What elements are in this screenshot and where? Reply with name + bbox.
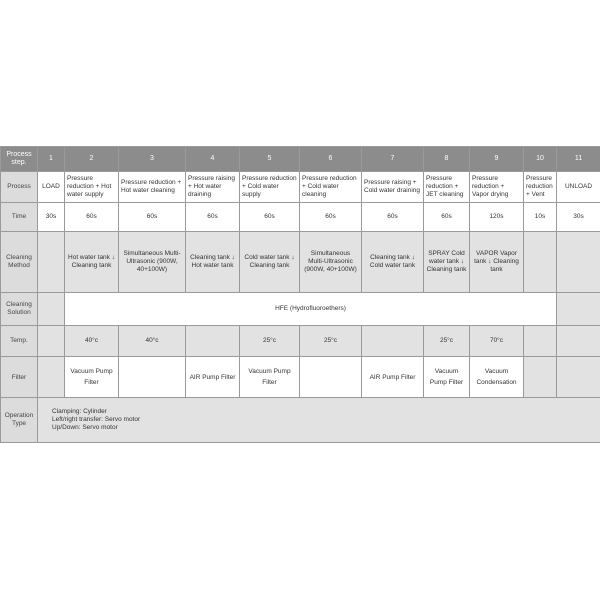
temp-cell xyxy=(524,326,557,357)
process-cell: Pressure reduction + Hot water supply xyxy=(65,172,119,203)
step-cell: 7 xyxy=(362,147,424,172)
step-cell: 1 xyxy=(38,147,65,172)
method-cell xyxy=(557,232,600,293)
filter-cell xyxy=(119,357,186,398)
solution-value: HFE (Hydrofluoroethers) xyxy=(65,293,557,326)
method-cell: Cleaning tank ↓ Cold water tank xyxy=(362,232,424,293)
filter-cell: Vacuum Pump Filter xyxy=(65,357,119,398)
solution-blank xyxy=(38,293,65,326)
process-cell: Pressure reduction + Hot water cleaning xyxy=(119,172,186,203)
step-cell: 11 xyxy=(557,147,600,172)
time-cell: 60s xyxy=(362,203,424,232)
temp-cell: 40°c xyxy=(119,326,186,357)
filter-cell xyxy=(38,357,65,398)
method-cell xyxy=(38,232,65,293)
label-cleaning-solution: Cleaning Solution xyxy=(1,293,38,326)
temp-cell xyxy=(557,326,600,357)
time-cell: 60s xyxy=(240,203,300,232)
time-cell: 60s xyxy=(119,203,186,232)
temp-cell xyxy=(362,326,424,357)
filter-cell: AIR Pump Filter xyxy=(362,357,424,398)
time-cell: 30s xyxy=(38,203,65,232)
method-cell: Simultaneous Multi-Ultrasonic (900W, 40+100W) xyxy=(119,232,186,293)
method-cell: VAPOR Vapor tank ↓ Cleaning tank xyxy=(470,232,524,293)
time-cell: 60s xyxy=(424,203,470,232)
temp-cell xyxy=(38,326,65,357)
row-cleaning-solution xyxy=(1,293,600,326)
row-cleaning-method xyxy=(1,232,600,293)
step-cell: 3 xyxy=(119,147,186,172)
temp-cell: 25°c xyxy=(424,326,470,357)
label-process: Process xyxy=(1,172,38,203)
process-cell: Pressure raising + Hot water draining xyxy=(186,172,240,203)
row-operation-type xyxy=(1,398,600,443)
step-cell: 8 xyxy=(424,147,470,172)
label-cleaning-method: Cleaning Method xyxy=(1,232,38,293)
filter-cell: Vacuum Condensation xyxy=(470,357,524,398)
temp-cell: 25°c xyxy=(240,326,300,357)
row-time xyxy=(1,203,600,232)
operation-list xyxy=(38,398,600,443)
filter-cell: Vacuum Pump Filter xyxy=(240,357,300,398)
filter-cell: Vacuum Pump Filter xyxy=(424,357,470,398)
operation-line: Up/Down: Servo motor xyxy=(52,424,118,431)
process-cell: Pressure reduction + JET cleaning xyxy=(424,172,470,203)
filter-cell xyxy=(300,357,362,398)
temp-cell: 70°c xyxy=(470,326,524,357)
step-cell: 10 xyxy=(524,147,557,172)
process-cell: Pressure reduction + Vent xyxy=(524,172,557,203)
process-cell: Pressure reduction + Cold water cleaning xyxy=(300,172,362,203)
step-cell: 5 xyxy=(240,147,300,172)
time-cell: 60s xyxy=(65,203,119,232)
row-process xyxy=(1,172,600,203)
solution-blank xyxy=(557,293,600,326)
row-filter xyxy=(1,357,600,398)
method-cell: Cold water tank ↓ Cleaning tank xyxy=(240,232,300,293)
time-cell: 10s xyxy=(524,203,557,232)
row-process-step xyxy=(1,147,600,172)
method-cell: SPRAY Cold water tank ↓ Cleaning tank xyxy=(424,232,470,293)
time-cell: 120s xyxy=(470,203,524,232)
process-cell: Pressure reduction + Cold water supply xyxy=(240,172,300,203)
label-time: Time xyxy=(1,203,38,232)
label-filter: Filter xyxy=(1,357,38,398)
step-cell: 9 xyxy=(470,147,524,172)
step-cell: 4 xyxy=(186,147,240,172)
filter-cell xyxy=(557,357,600,398)
step-cell: 6 xyxy=(300,147,362,172)
method-cell: Simultaneous Multi-Ultrasonic (900W, 40+100W) xyxy=(300,232,362,293)
method-cell: Cleaning tank ↓ Hot water tank xyxy=(186,232,240,293)
label-operation-type: Operation Type xyxy=(1,398,38,443)
process-cell: LOAD xyxy=(38,172,65,203)
process-table xyxy=(0,146,600,443)
label-temp: Temp. xyxy=(1,326,38,357)
filter-cell: AIR Pump Filter xyxy=(186,357,240,398)
filter-cell xyxy=(524,357,557,398)
label-process-step: Process step. xyxy=(1,147,38,172)
step-cell: 2 xyxy=(65,147,119,172)
time-cell: 60s xyxy=(186,203,240,232)
row-temp xyxy=(1,326,600,357)
process-cell: Pressure reduction + Vapor drying xyxy=(470,172,524,203)
time-cell: 60s xyxy=(300,203,362,232)
temp-cell: 40°c xyxy=(65,326,119,357)
method-cell: Hot water tank ↓ Cleaning tank xyxy=(65,232,119,293)
process-cell: UNLOAD xyxy=(557,172,600,203)
method-cell xyxy=(524,232,557,293)
process-cell: Pressure raising + Cold water draining xyxy=(362,172,424,203)
operation-line: Left/right transfer: Servo motor xyxy=(52,416,141,423)
temp-cell xyxy=(186,326,240,357)
temp-cell: 25°c xyxy=(300,326,362,357)
time-cell: 30s xyxy=(557,203,600,232)
operation-line: Clamping: Cylinder xyxy=(52,408,107,415)
